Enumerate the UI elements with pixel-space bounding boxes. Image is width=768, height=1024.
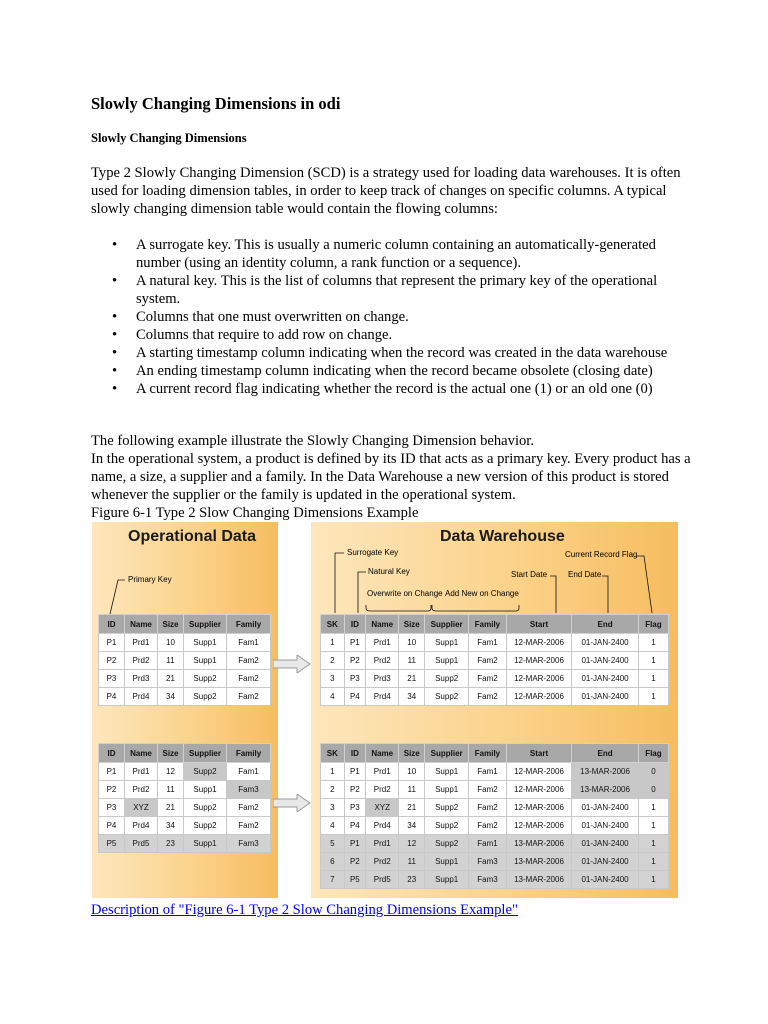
table-cell: Prd1 [366,835,399,853]
table-cell: P3 [344,670,365,688]
table-cell: 34 [158,817,184,835]
table-cell: P2 [99,781,125,799]
surrogate-key-annotation: Surrogate Key [347,548,399,557]
list-item: • A starting timestamp column indicating when the record was created in the data warehouse [91,344,691,362]
table-cell: 01-JAN-2400 [572,853,639,871]
column-header: ID [344,615,365,634]
table-cell: Fam1 [227,763,271,781]
table-cell: Fam1 [227,634,271,652]
example-line-1: The following example illustrate the Slowly Changing Dimension behavior. [91,433,535,449]
table-cell: 4 [321,688,345,706]
column-header: Name [366,615,399,634]
column-header: Size [158,615,184,634]
warehouse-table-before [320,614,669,706]
table-cell: Fam2 [469,781,507,799]
column-header: Start [506,744,572,763]
table-cell: 34 [399,688,425,706]
table-cell: Prd2 [125,652,158,670]
column-header: ID [99,744,125,763]
table-cell: 12 [399,835,425,853]
figure-caption: Figure 6-1 Type 2 Slow Changing Dimensions Example [91,505,419,521]
current-flag-annotation: Current Record Flag [565,550,638,559]
table-cell: 3 [321,799,345,817]
table-cell: 13-MAR-2006 [506,835,572,853]
table-cell: 1 [638,871,668,889]
table-cell: 11 [399,853,425,871]
table-cell: Prd1 [125,634,158,652]
operational-data-title: Operational Data [128,528,257,545]
column-header: Family [469,744,507,763]
column-header: Flag [638,615,668,634]
table-row [321,817,669,835]
table-cell: 21 [399,670,425,688]
table-cell: Prd4 [366,817,399,835]
table-cell: P3 [99,670,125,688]
table-cell: P5 [99,835,125,853]
natural-key-annotation: Natural Key [368,567,410,576]
table-cell: 13-MAR-2006 [506,853,572,871]
table-cell: P1 [344,634,365,652]
table-cell: 0 [638,763,668,781]
column-header: Name [366,744,399,763]
table-cell: 1 [638,634,668,652]
table-header-row [99,744,271,763]
operational-table-after [98,743,271,853]
table-cell: Fam2 [469,817,507,835]
overwrite-annotation: Overwrite on Change [367,589,443,598]
table-row [99,781,271,799]
table-row [321,853,669,871]
column-header: Start [506,615,572,634]
table-cell: 1 [638,652,668,670]
operational-table-before [98,614,271,706]
table-cell: 1 [638,670,668,688]
table-cell: P4 [344,688,365,706]
table-cell: P2 [344,781,365,799]
list-item: • An ending timestamp column indicating when the record became obsolete (closing date) [91,362,691,380]
table-cell: 1 [321,634,345,652]
table-cell: 01-JAN-2400 [572,652,639,670]
example-line-2: In the operational system, a product is defined by its ID that acts as a primary key. Every product has a name, a size, a supplier and a family. In the Data Warehouse a new version of this product is stored whenever the supplier or the family is updated in the operational system. [91,451,691,503]
table-cell: 10 [158,634,184,652]
table-cell: Supp2 [425,688,469,706]
column-header: Family [469,615,507,634]
table-cell: 13-MAR-2006 [572,781,639,799]
table-row [321,835,669,853]
table-cell: Fam2 [227,799,271,817]
table-row [321,688,669,706]
table-cell: Prd4 [125,688,158,706]
table-cell: 1 [321,763,345,781]
figure-description-link[interactable]: Description of "Figure 6-1 Type 2 Slow Changing Dimensions Example" [91,902,518,918]
table-cell: Supp1 [425,853,469,871]
table-cell: Supp2 [184,688,227,706]
table-cell: Fam2 [227,688,271,706]
table-cell: 1 [638,799,668,817]
table-cell: 4 [321,817,345,835]
table-cell: 23 [158,835,184,853]
table-cell: 10 [399,763,425,781]
table-cell: 13-MAR-2006 [572,763,639,781]
list-item: • A natural key. This is the list of columns that represent the primary key of the operational system. [91,272,691,308]
primary-key-annotation: Primary Key [128,575,172,584]
table-row [99,634,271,652]
table-cell: XYZ [125,799,158,817]
table-cell: Prd3 [125,670,158,688]
table-cell: Fam2 [227,652,271,670]
table-cell: 12-MAR-2006 [506,781,572,799]
table-cell: Prd2 [366,652,399,670]
column-header: Size [158,744,184,763]
table-cell: Supp1 [425,871,469,889]
right-arrow-icon [273,655,311,673]
table-cell: 12 [158,763,184,781]
table-row [321,652,669,670]
table-cell: Fam1 [469,763,507,781]
table-cell: 12-MAR-2006 [506,817,572,835]
start-date-annotation: Start Date [511,570,548,579]
table-cell: 01-JAN-2400 [572,670,639,688]
table-row [321,781,669,799]
table-cell: Prd5 [366,871,399,889]
table-cell: Supp2 [425,670,469,688]
table-row [99,652,271,670]
table-cell: 21 [158,670,184,688]
column-header: Size [399,615,425,634]
list-item: • Columns that one must overwritten on change. [91,308,691,326]
table-cell: P1 [344,763,365,781]
column-header: Supplier [425,615,469,634]
table-cell: Fam1 [469,634,507,652]
table-row [99,688,271,706]
table-cell: Fam2 [227,670,271,688]
table-cell: Prd1 [125,763,158,781]
table-cell: 01-JAN-2400 [572,634,639,652]
table-cell: 01-JAN-2400 [572,871,639,889]
column-header: Flag [638,744,668,763]
table-cell: P2 [344,652,365,670]
table-cell: Supp2 [425,835,469,853]
table-row [321,871,669,889]
column-header: ID [99,615,125,634]
table-cell: Supp2 [184,670,227,688]
table-cell: P1 [99,634,125,652]
table-cell: P1 [99,763,125,781]
table-cell: 01-JAN-2400 [572,835,639,853]
table-row [99,835,271,853]
table-cell: Prd4 [366,688,399,706]
column-header: Name [125,744,158,763]
table-cell: Supp1 [425,634,469,652]
table-cell: 7 [321,871,345,889]
column-header: SK [321,744,345,763]
table-cell: P3 [99,799,125,817]
table-cell: Supp2 [184,763,227,781]
table-cell: P1 [344,835,365,853]
table-row [99,763,271,781]
column-header: ID [344,744,365,763]
table-cell: 5 [321,835,345,853]
table-cell: 0 [638,781,668,799]
table-cell: Supp1 [184,652,227,670]
table-cell: Fam2 [469,670,507,688]
table-cell: Supp1 [425,763,469,781]
table-cell: Fam3 [227,781,271,799]
table-cell: Supp1 [425,781,469,799]
table-cell: Prd2 [366,853,399,871]
table-cell: 12-MAR-2006 [506,763,572,781]
table-cell: 21 [399,799,425,817]
table-cell: Prd3 [366,670,399,688]
table-cell: P4 [344,817,365,835]
table-cell: 1 [638,688,668,706]
table-cell: P4 [99,817,125,835]
intro-paragraph: Type 2 Slowly Changing Dimension (SCD) is a strategy used for loading data warehouses. It is often used for loading dimension tables, in order to keep track of changes on specific columns. A typical slowly changing dimension table would contain the flowing columns: [91,165,681,217]
table-cell: 21 [158,799,184,817]
table-cell: P2 [99,652,125,670]
list-item: • A current record flag indicating whether the record is the actual one (1) or an old one (0) [91,380,691,398]
table-cell: Fam3 [469,871,507,889]
table-cell: 11 [399,652,425,670]
column-header: SK [321,615,345,634]
table-cell: P5 [344,871,365,889]
table-cell: 11 [158,652,184,670]
end-date-annotation: End Date [568,570,602,579]
table-cell: 13-MAR-2006 [506,871,572,889]
table-cell: P3 [344,799,365,817]
table-cell: Prd4 [125,817,158,835]
column-header: End [572,615,639,634]
table-cell: Prd5 [125,835,158,853]
table-row [321,634,669,652]
table-cell: Prd2 [125,781,158,799]
column-header: Family [227,744,271,763]
list-item: • A surrogate key. This is usually a numeric column containing an automatically-generated number (using an identity column, a rank function or a sequence). [91,236,691,272]
table-cell: P2 [344,853,365,871]
table-cell: Supp1 [425,652,469,670]
table-cell: Supp2 [184,799,227,817]
table-cell: 23 [399,871,425,889]
table-cell: Fam2 [227,817,271,835]
table-cell: Fam2 [469,652,507,670]
table-cell: Supp2 [425,799,469,817]
table-cell: Fam3 [469,853,507,871]
table-cell: 12-MAR-2006 [506,799,572,817]
table-cell: Supp2 [425,817,469,835]
table-cell: Fam2 [469,688,507,706]
add-new-annotation: Add New on Change [445,589,519,598]
table-cell: Fam2 [469,799,507,817]
table-cell: 2 [321,781,345,799]
table-cell: 1 [638,835,668,853]
table-cell: 10 [399,634,425,652]
table-header-row [321,744,669,763]
table-cell: 12-MAR-2006 [506,688,572,706]
table-cell: 01-JAN-2400 [572,817,639,835]
table-row [321,763,669,781]
table-cell: P4 [99,688,125,706]
column-header: Supplier [184,744,227,763]
column-header: End [572,744,639,763]
table-row [99,799,271,817]
table-cell: 34 [399,817,425,835]
table-cell: 01-JAN-2400 [572,799,639,817]
table-cell: 1 [638,817,668,835]
table-header-row [321,615,669,634]
table-cell: Prd2 [366,781,399,799]
table-row [99,670,271,688]
section-title: Slowly Changing Dimensions [91,131,247,145]
table-cell: Supp1 [184,835,227,853]
table-cell: Supp2 [184,817,227,835]
table-cell: 6 [321,853,345,871]
column-header: Supplier [184,615,227,634]
table-cell: Prd1 [366,634,399,652]
column-header: Name [125,615,158,634]
table-cell: Supp1 [184,634,227,652]
table-row [99,817,271,835]
table-cell: 1 [638,853,668,871]
page-title: Slowly Changing Dimensions in odi [91,94,341,113]
table-cell: 12-MAR-2006 [506,634,572,652]
table-row [321,670,669,688]
table-row [321,799,669,817]
table-cell: 12-MAR-2006 [506,670,572,688]
data-warehouse-title: Data Warehouse [440,528,565,545]
warehouse-table-after [320,743,669,889]
table-cell: 01-JAN-2400 [572,688,639,706]
table-cell: 34 [158,688,184,706]
table-cell: Fam3 [227,835,271,853]
table-cell: Prd1 [366,763,399,781]
table-cell: 2 [321,652,345,670]
list-item: • Columns that require to add row on change. [91,326,691,344]
column-header: Family [227,615,271,634]
right-arrow-icon [273,794,311,812]
table-cell: 12-MAR-2006 [506,652,572,670]
table-cell: 3 [321,670,345,688]
column-header: Supplier [425,744,469,763]
column-header: Size [399,744,425,763]
table-cell: XYZ [366,799,399,817]
table-cell: Fam1 [469,835,507,853]
table-cell: Supp1 [184,781,227,799]
table-header-row [99,615,271,634]
table-cell: 11 [158,781,184,799]
table-cell: 11 [399,781,425,799]
